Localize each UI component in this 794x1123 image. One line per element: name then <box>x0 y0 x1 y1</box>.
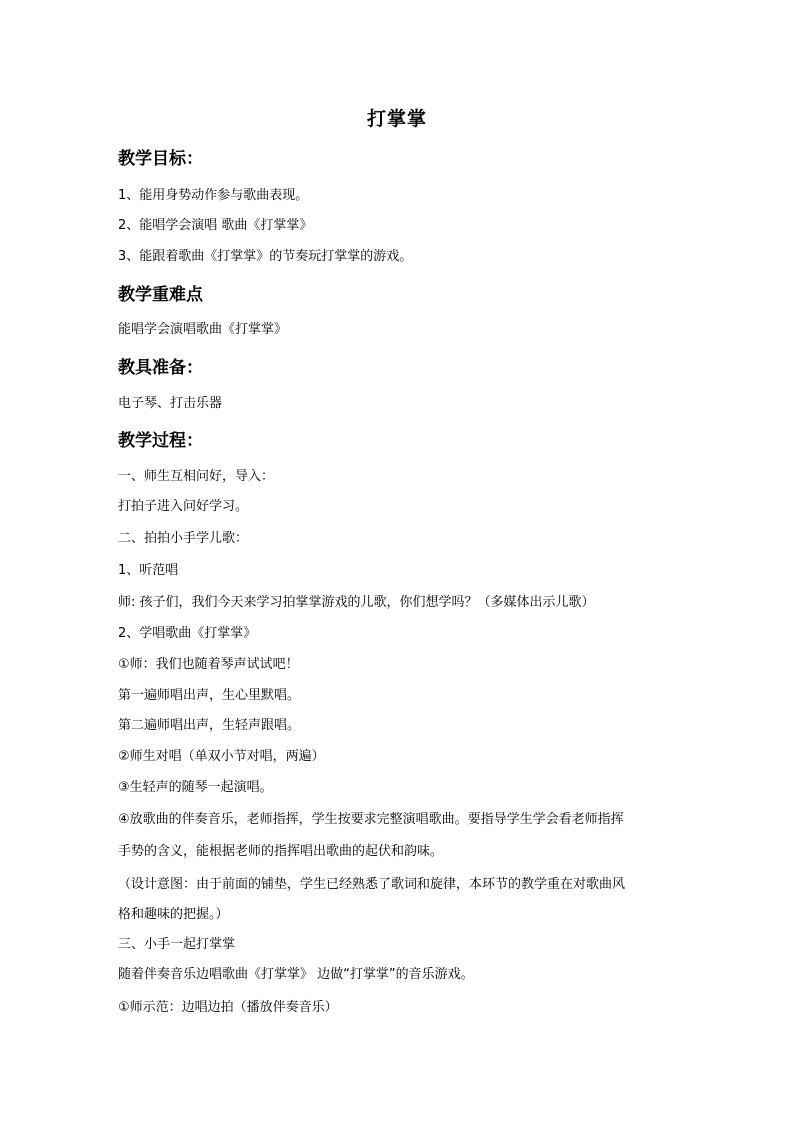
section-heading-goals: 教学目标： <box>118 149 203 169</box>
process-line: 打拍子进入问好学习。 <box>118 499 249 514</box>
goal-item: 3、能跟着歌曲《打掌掌》的节奏玩打掌掌的游戏。 <box>118 249 413 264</box>
process-line: 1、听范唱 <box>118 563 179 578</box>
process-line: ①师示范：边唱边拍（播放伴奏音乐） <box>118 1000 338 1015</box>
process-line: 三、小手一起打掌掌 <box>118 937 236 952</box>
process-line: 第一遍师唱出声，生心里默唱。 <box>118 688 301 703</box>
process-line: ①师：我们也随着琴声试试吧！ <box>118 657 299 672</box>
process-line: 一、师生互相问好，导入： <box>118 469 275 484</box>
process-line: ③生轻声的随琴一起演唱。 <box>118 780 273 795</box>
process-line: 2、学唱歌曲《打掌掌》 <box>118 626 257 641</box>
process-line: 随着伴奏音乐边唱歌曲《打掌掌》 边做“打掌掌”的音乐游戏。 <box>118 967 474 982</box>
goal-item: 2、能唱学会演唱 歌曲《打掌掌》 <box>118 218 313 233</box>
process-line: （设计意图：由于前面的铺垫，学生已经熟悉了歌词和旋律，本环节的教学重在对歌曲风 <box>118 877 626 892</box>
process-line: 第二遍师唱出声，生轻声跟唱。 <box>118 718 301 733</box>
process-line: 格和趣味的把握。） <box>118 907 229 922</box>
process-line: 师: 孩子们，我们今天来学习拍掌掌游戏的儿歌，你们想学吗？（多媒体出示儿歌） <box>118 595 595 610</box>
section-heading-process: 教学过程： <box>118 431 203 451</box>
process-line: 手势的含义，能根据老师的指挥唱出歌曲的起伏和韵味。 <box>118 844 444 859</box>
document-title: 打掌掌 <box>366 108 427 130</box>
key-points-text: 能唱学会演唱歌曲《打掌掌》 <box>118 322 288 337</box>
section-heading-key-points: 教学重难点 <box>118 285 203 305</box>
process-line: 二、拍拍小手学儿歌： <box>118 531 249 546</box>
process-line: ④放歌曲的伴奏音乐，老师指挥，学生按要求完整演唱歌曲。要指导学生学会看老师指挥 <box>118 812 624 827</box>
goal-item: 1、能用身势动作参与歌曲表现。 <box>118 188 309 203</box>
tools-text: 电子琴、打击乐器 <box>118 396 223 411</box>
section-heading-tools: 教具准备： <box>118 358 203 378</box>
process-line: ②师生对唱（单双小节对唱，两遍） <box>118 749 325 764</box>
